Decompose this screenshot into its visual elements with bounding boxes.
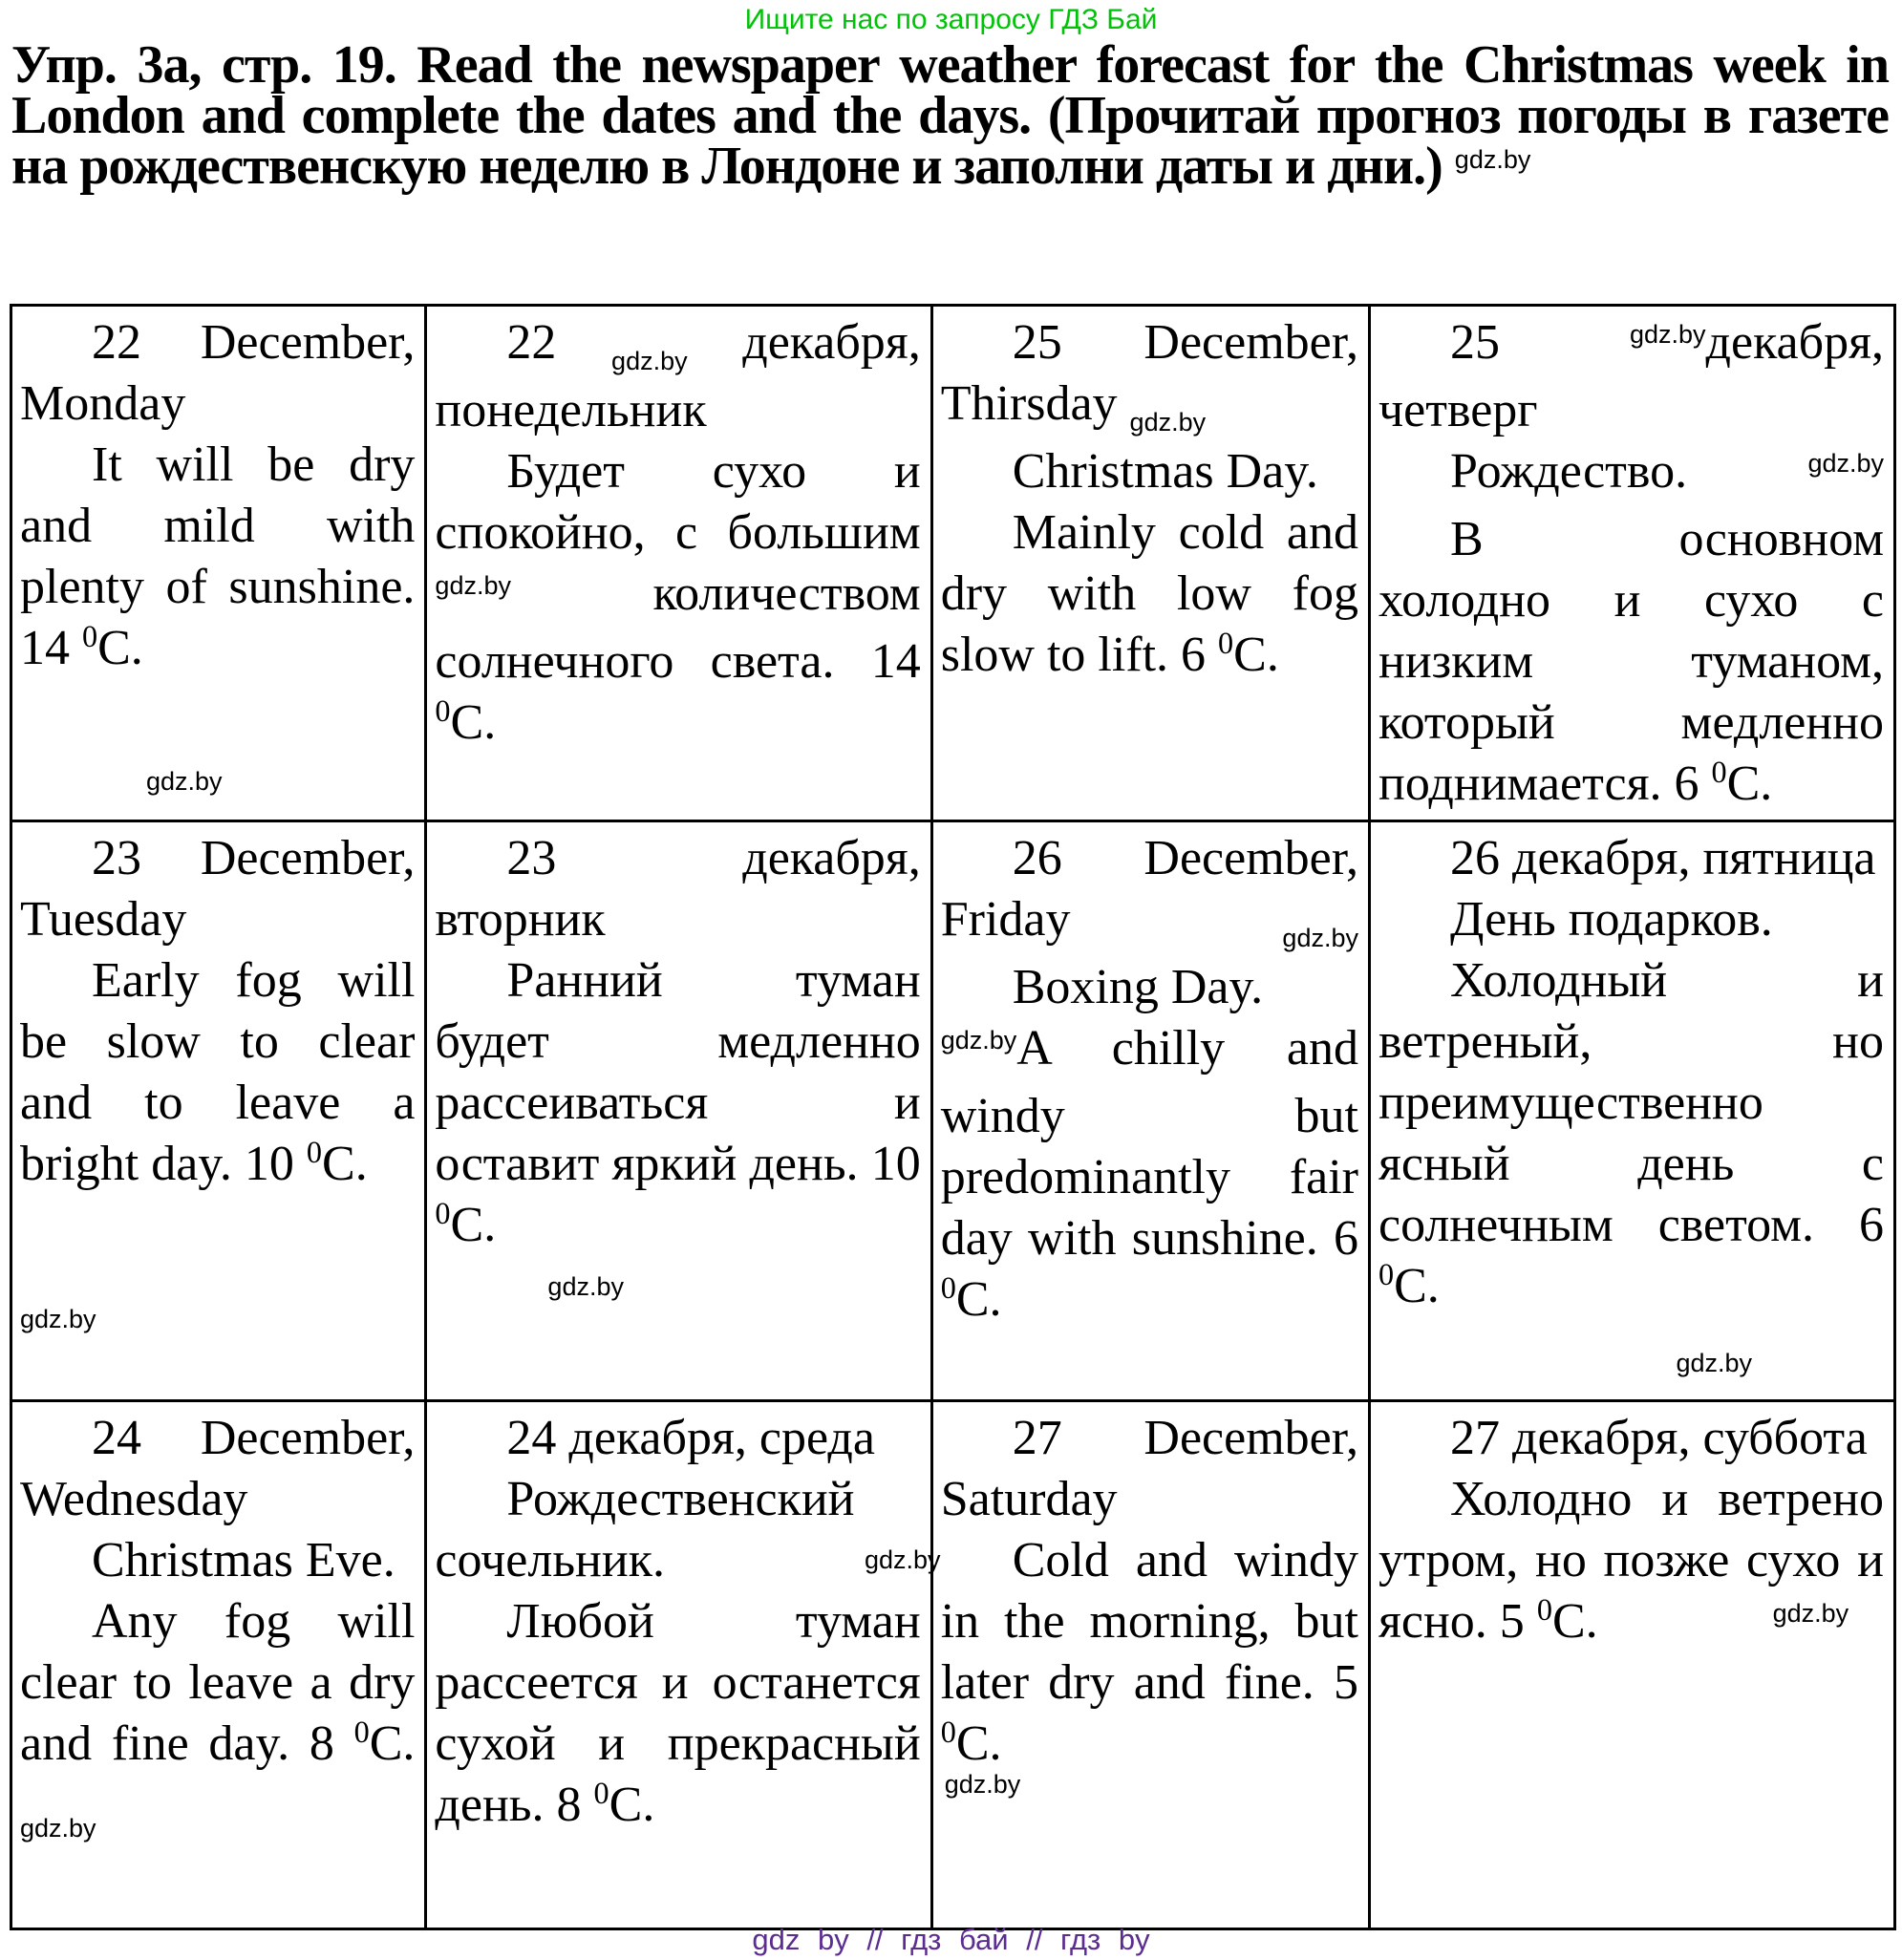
forecast-paragraph: 23 декабря, вторник (435, 831, 921, 947)
watermark-cell-corner: gdz.by (146, 767, 223, 796)
forecast-paragraph: 22 December, Monday (20, 315, 416, 431)
forecast-cell-r3c3 (931, 1401, 1369, 1929)
forecast-paragraph: 27 December, Saturday (940, 1411, 1358, 1526)
forecast-cell-r2c3 (931, 821, 1369, 1401)
forecast-paragraph: Cold and windy in the morning, but later dry and fine. 5 $^0$C. (940, 1533, 1358, 1771)
forecast-paragraph: It will be dry and mild with plenty of sunshine. 14 $^0$C. (20, 437, 416, 675)
forecast-paragraph: 26 декабря, пятница (1449, 831, 1876, 885)
forecast-row-1 (11, 306, 1895, 821)
forecast-paragraph: В основном холодно и сухо с низким туманом, который медленно поднимается. 6 $^0$C. (1378, 512, 1884, 811)
exercise-heading-text: Упр. 3а, стр. 19. Read the newspaper weather forecast for the Christmas week in London and complete the dates and the days. (Прочитай прогноз погоды в газете на рождественскую неделю в Лондоне и заполни даты и дни.) (11, 35, 1889, 196)
degree-superscript: 0 (1218, 626, 1234, 661)
degree-superscript: 0 (82, 619, 98, 654)
forecast-cell-r2c4 (1369, 821, 1894, 1401)
degree-superscript: 0 (1711, 755, 1727, 790)
promo-banner-text: Ищите нас по запросу ГДЗ Бай (744, 4, 1158, 35)
forecast-cell-r1c2 (426, 306, 931, 821)
forecast-paragraph: 25 December, Thirsday gdz.by (941, 312, 1358, 441)
forecast-paragraph: Любой туман рассеется и останется сухой и прекрасный день. 8 $^0$C. (435, 1594, 921, 1832)
forecast-paragraph: Холодно и ветрено утром, но позже сухо и ясно. 5 $^0$C. gdz.by (1378, 1472, 1884, 1649)
forecast-cell-r2c1 (11, 821, 426, 1401)
forecast-cell-r3c1 (11, 1401, 426, 1929)
degree-superscript: 0 (940, 1715, 956, 1750)
forecast-paragraph: Рождество. gdz.by (1378, 441, 1884, 509)
forecast-paragraph: Boxing Day. (1012, 960, 1264, 1014)
degree-superscript: 0 (435, 1196, 451, 1231)
forecast-paragraph: 24 December, Wednesday (20, 1411, 416, 1526)
watermark-inline: gdz.by (1282, 924, 1358, 952)
forecast-paragraph: 22 gdz.by декабря, понедельник (435, 315, 921, 437)
forecast-paragraph: Будет сухо и спокойно, с большим gdz.by количеством солнечного света. 14 $^0$C. (435, 444, 921, 750)
forecast-paragraph: 27 декабря, суббота (1449, 1411, 1868, 1465)
watermark-cell-corner: gdz.by (20, 1305, 96, 1333)
watermark-inline: gdz.by (20, 1814, 96, 1843)
watermark-inline: gdz.by (435, 571, 511, 600)
forecast-paragraph: 23 December, Tuesday (20, 831, 416, 947)
forecast-table (10, 304, 1896, 1930)
forecast-table-wrap (10, 304, 1896, 1930)
degree-superscript: 0 (940, 1270, 956, 1306)
forecast-cell-r1c4 (1369, 306, 1894, 821)
forecast-cell-r1c1 (11, 306, 426, 821)
forecast-cell-r3c2 (426, 1401, 931, 1929)
degree-superscript: 0 (435, 693, 451, 729)
degree-superscript: 0 (1378, 1257, 1395, 1292)
forecast-paragraph: Any fog will clear to leave a dry and fine day. 8 $^0$C. gdz.by (20, 1591, 415, 1847)
forecast-row-2 (11, 821, 1895, 1401)
watermark-cell-corner: gdz.by (1676, 1349, 1752, 1377)
forecast-paragraph: Early fog will be slow to clear and to leave a bright day. 10 $^0$C. (20, 953, 416, 1191)
watermark-inline: gdz.by (1129, 408, 1207, 437)
forecast-paragraph: Холодный и ветреный, но преимущественно ясный день с солнечным светом. 6 $^0$C. (1378, 953, 1884, 1313)
forecast-paragraph: Рождественский сочельник. (435, 1472, 855, 1587)
watermark-inline: gdz.by (611, 347, 688, 375)
forecast-row-3 (11, 1401, 1895, 1929)
forecast-cell-r3c4 (1369, 1401, 1894, 1929)
forecast-paragraph: gdz.byA chilly and windy but predominantly fair day with sunshine. 6 $^0$C. (941, 1018, 1358, 1335)
watermark-inline: gdz.by (547, 1272, 624, 1301)
forecast-paragraph: Ранний туман будет медленно рассеиваться и оставит яркий день. 10 $^0$C. (435, 953, 921, 1252)
degree-superscript: 0 (1536, 1592, 1552, 1628)
degree-superscript: 0 (353, 1715, 370, 1750)
watermark-inline: gdz.by (940, 1026, 1017, 1055)
degree-superscript: 0 (593, 1776, 609, 1811)
watermark-cell-corner: gdz.by (944, 1770, 1021, 1799)
forecast-paragraph: Christmas Day. (1012, 444, 1318, 499)
forecast-cell-r2c2 (426, 821, 931, 1401)
forecast-paragraph: 26 December, Friday gdz.by (941, 828, 1358, 957)
forecast-cell-r1c3 (931, 306, 1369, 821)
forecast-paragraph: День подарков. (1449, 892, 1773, 947)
degree-superscript: 0 (306, 1135, 323, 1170)
footer-links: gdz by // гдз бай // гдз by (752, 1923, 1150, 1956)
forecast-table-body (11, 306, 1895, 1929)
watermark-inline: gdz.by (1807, 449, 1884, 478)
forecast-paragraph (435, 1261, 920, 1306)
watermark-inline: gdz.by (1629, 320, 1706, 349)
forecast-paragraph: Christmas Eve. (92, 1533, 395, 1587)
watermark-straddle: gdz.by (865, 1545, 941, 1574)
forecast-paragraph: 24 декабря, среда (506, 1411, 875, 1465)
forecast-paragraph: 25 gdz.byдекабря, четверг (1378, 312, 1884, 441)
watermark-inline: gdz.by (1772, 1599, 1849, 1628)
forecast-paragraph: Mainly cold and dry with low fog slow to lift. 6 $^0$C. (940, 505, 1358, 682)
exercise-heading (11, 35, 1889, 201)
watermark-heading: gdz.by (1454, 145, 1531, 174)
